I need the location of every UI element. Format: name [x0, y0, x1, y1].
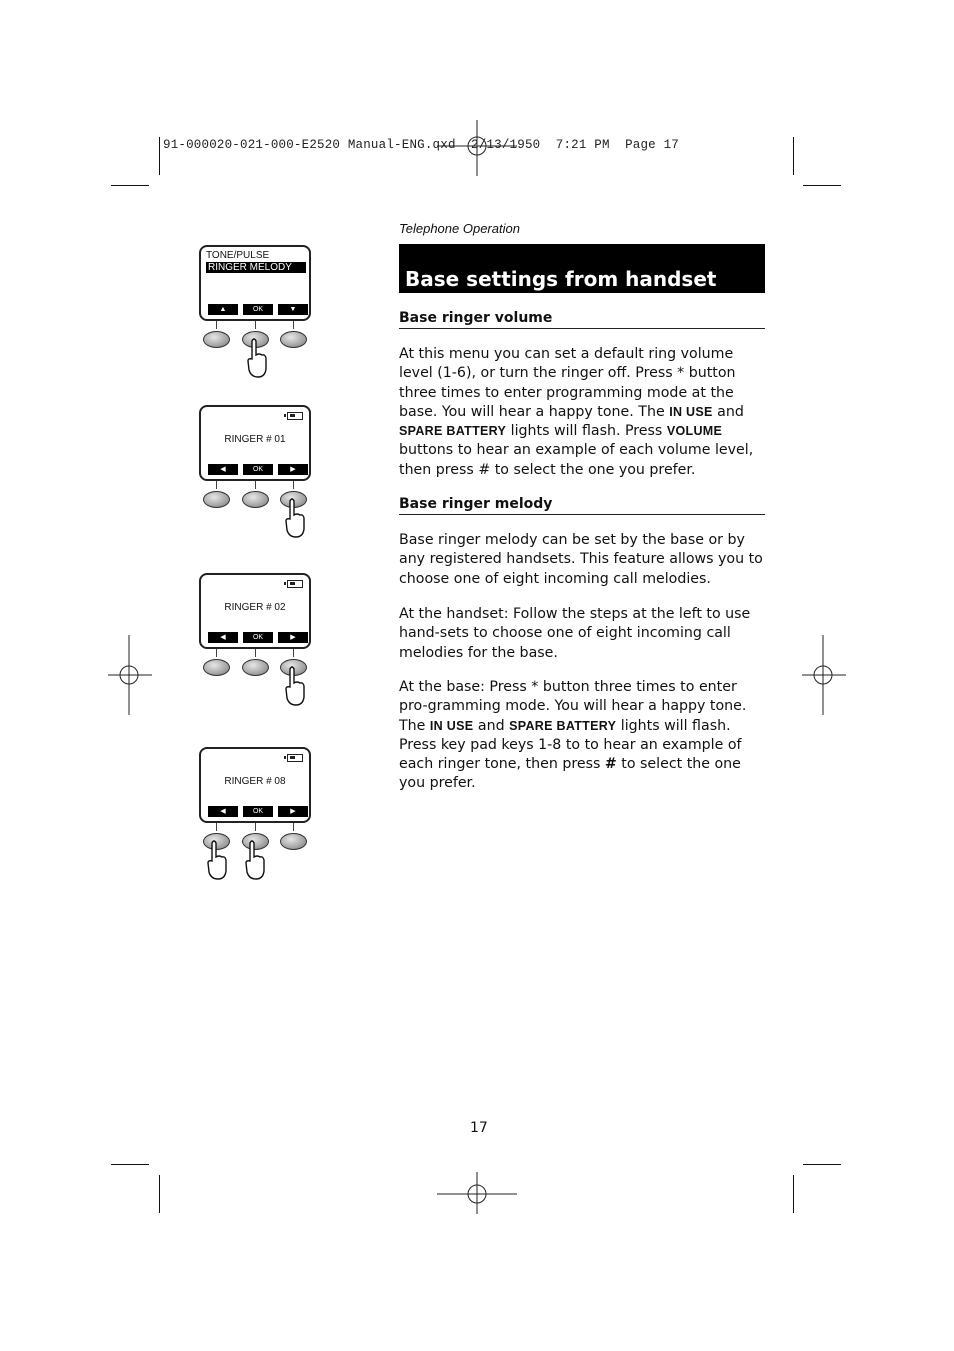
left-arrow-icon: ◀: [208, 806, 238, 817]
pointing-finger-icon: [244, 839, 266, 881]
ringer-value: RINGER # 08: [224, 776, 286, 787]
tick-mark: [293, 823, 294, 831]
softkey-bar: [206, 806, 304, 817]
text-run: lights will flash. Press: [506, 423, 667, 440]
ringer-value: RINGER # 01: [224, 434, 286, 445]
lcd-screen: [199, 747, 311, 823]
registration-mark-icon: [437, 1170, 517, 1220]
text-run: and: [712, 403, 744, 420]
crop-mark: [803, 185, 841, 186]
lcd-screen: [199, 573, 311, 649]
crop-mark: [803, 1164, 841, 1165]
tick-mark: [216, 823, 217, 831]
tick-mark: [216, 649, 217, 657]
text-run: and: [473, 717, 510, 734]
key-label: IN USE: [429, 718, 474, 733]
tick-mark: [255, 649, 256, 657]
left-arrow-icon: ◀: [208, 464, 238, 475]
page-title: Base settings from handset: [405, 267, 717, 291]
page-title-bar: [399, 244, 765, 293]
handset-display-1: [196, 245, 316, 380]
melody-paragraph-1: Base ringer melody can be set by the base or by any registered handsets. This feature allows you to choose one of eight incoming call melodies.: [399, 532, 763, 587]
right-arrow-icon: ▶: [278, 632, 308, 643]
key-label: SPARE BATTERY: [399, 424, 507, 439]
print-slug: 91-000020-021-000-E2520 Manual-ENG.qxd 2/13/1950 7:21 PM Page 17: [163, 138, 679, 152]
battery-icon: [287, 412, 303, 420]
pointing-finger-icon: [284, 497, 306, 539]
tick-mark: [293, 649, 294, 657]
text-run: lights will flash. Press key pad keys 1-8 to to hear an example of each ringer tone, then press: [399, 717, 742, 773]
lcd-screen: [199, 405, 311, 481]
tick-mark: [255, 823, 256, 831]
tick-mark: [216, 321, 217, 329]
handset-display-2: [196, 405, 316, 540]
registration-mark-icon: [802, 635, 846, 715]
up-arrow-icon: ▲: [208, 304, 238, 315]
subheading-melody: Base ringer melody: [399, 496, 765, 515]
pointing-finger-icon: [246, 337, 268, 379]
tick-mark: [216, 481, 217, 489]
left-softkey-button[interactable]: [203, 491, 230, 508]
registration-mark-icon: [108, 635, 152, 715]
crop-mark: [159, 137, 160, 175]
ok-softkey-label: OK: [243, 304, 273, 315]
right-arrow-icon: ▶: [278, 806, 308, 817]
text-run: to select the one you prefer.: [399, 756, 741, 792]
softkey-bar: [206, 464, 304, 475]
key-label: IN USE: [669, 404, 713, 419]
ok-softkey-label: OK: [243, 632, 273, 643]
softkey-bar: [206, 632, 304, 643]
key-label: #: [604, 756, 617, 773]
pointing-finger-icon: [206, 839, 228, 881]
ringer-value: RINGER # 02: [224, 602, 286, 613]
key-label: SPARE BATTERY: [509, 718, 617, 733]
melody-paragraph-3: [399, 678, 769, 794]
ok-button[interactable]: [242, 659, 269, 676]
tick-mark: [255, 321, 256, 329]
right-arrow-icon: ▶: [278, 464, 308, 475]
tick-mark: [255, 481, 256, 489]
battery-icon: [287, 754, 303, 762]
crop-mark: [159, 1175, 160, 1213]
ok-button[interactable]: [242, 491, 269, 508]
text-run: At this menu you can set a default ring volume level (1-6), or turn the ringer off. Press * button three times to enter programming mode at the base. You will hear a happy tone. The: [399, 346, 736, 420]
text-run: buttons to hear an example of each volume level, then press # to select the one you prefer.: [399, 442, 754, 478]
key-label: VOLUME: [666, 424, 723, 439]
section-label: Telephone Operation: [399, 221, 520, 236]
ok-softkey-label: OK: [243, 464, 273, 475]
subheading-volume: Base ringer volume: [399, 310, 765, 329]
right-softkey-button[interactable]: [280, 833, 307, 850]
pointing-finger-icon: [284, 665, 306, 707]
left-softkey-button[interactable]: [203, 331, 230, 348]
right-softkey-button[interactable]: [280, 331, 307, 348]
text-run: At the base: Press * button three times to enter pro-gramming mode. You will hear a happy tone. The: [399, 679, 747, 734]
tick-mark: [293, 321, 294, 329]
left-softkey-button[interactable]: [203, 659, 230, 676]
crop-mark: [111, 1164, 149, 1165]
softkey-bar: [206, 304, 304, 315]
crop-mark: [793, 137, 794, 175]
volume-paragraph: [399, 345, 769, 480]
ok-softkey-label: OK: [243, 806, 273, 817]
handset-display-4: [196, 747, 316, 882]
crop-mark: [111, 185, 149, 186]
crop-mark: [793, 1175, 794, 1213]
page-number: 17: [470, 1120, 488, 1136]
down-arrow-icon: ▼: [278, 304, 308, 315]
tick-mark: [293, 481, 294, 489]
battery-icon: [287, 580, 303, 588]
melody-paragraph-2: At the handset: Follow the steps at the left to use hand-sets to choose one of eight incoming call melodies for the base.: [399, 606, 751, 661]
lcd-screen: [199, 245, 311, 321]
menu-line: TONE/PULSE: [206, 250, 270, 261]
menu-line-highlighted: RINGER MELODY: [206, 262, 306, 273]
left-arrow-icon: ◀: [208, 632, 238, 643]
handset-display-3: [196, 573, 316, 708]
